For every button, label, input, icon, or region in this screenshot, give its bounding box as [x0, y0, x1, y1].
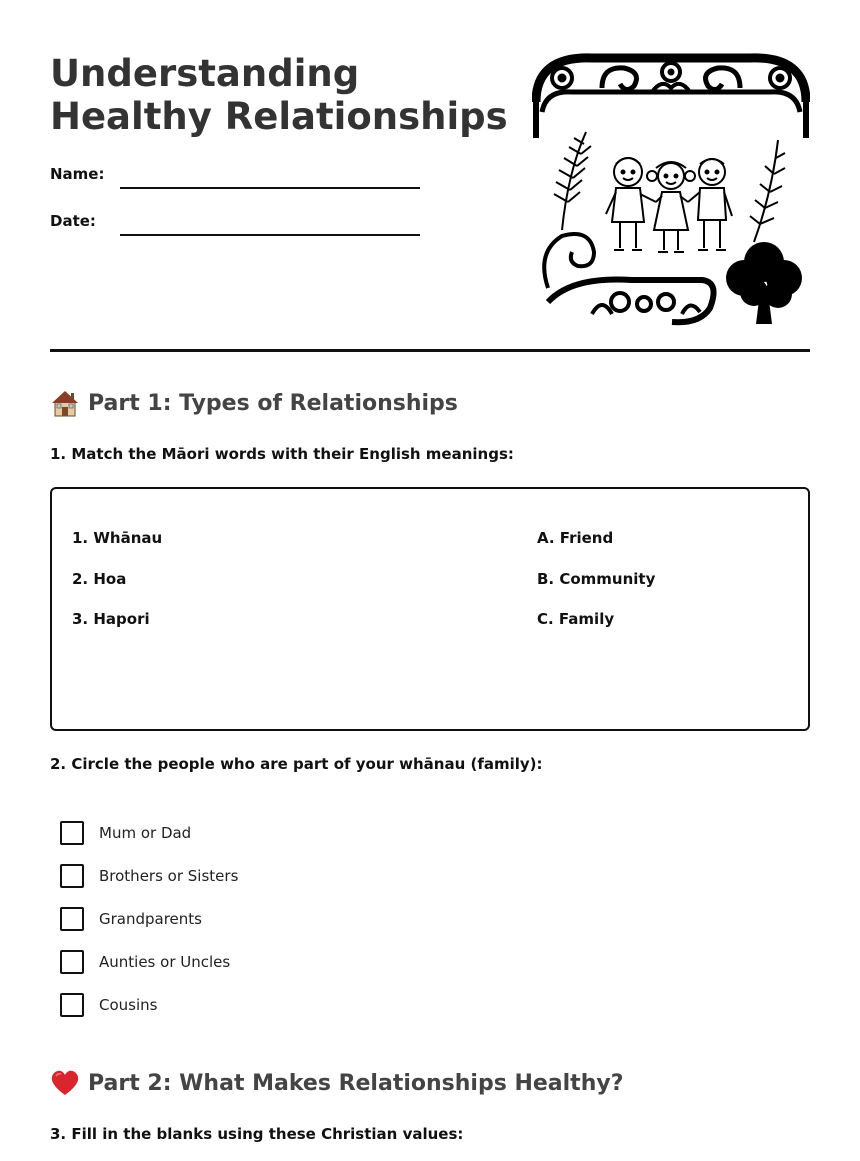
english-meaning-family[interactable]: C. Family — [537, 610, 615, 628]
english-meaning-friend[interactable]: A. Friend — [537, 529, 614, 547]
date-label: Date: — [50, 212, 96, 230]
house-icon — [50, 388, 80, 418]
page-title: Understanding Healthy Relationships — [50, 52, 508, 138]
question-2: 2. Circle the people who are part of your whānau (family): — [50, 755, 543, 773]
date-field[interactable] — [120, 234, 420, 236]
checkbox-cousins[interactable] — [60, 993, 84, 1017]
question-1: 1. Match the Māori words with their English meanings: — [50, 445, 514, 463]
option-label: Brothers or Sisters — [99, 867, 239, 885]
part1-heading — [50, 388, 458, 418]
header-divider — [50, 349, 810, 352]
tree — [726, 242, 802, 324]
maori-word-hoa[interactable]: 2. Hoa — [72, 570, 127, 588]
option-label: Grandparents — [99, 910, 202, 928]
koru-bottom — [548, 279, 714, 322]
name-field[interactable] — [120, 187, 420, 189]
checkbox-grandparents[interactable] — [60, 907, 84, 931]
matching-box — [50, 487, 810, 731]
checkbox-mum-or-dad[interactable] — [60, 821, 84, 845]
maori-word-hapori[interactable]: 3. Hapori — [72, 610, 150, 628]
list-item[interactable] — [60, 907, 202, 931]
part2-heading-text: Part 2: What Makes Relationships Healthy? — [88, 1070, 624, 1096]
fern-left — [554, 132, 591, 230]
maori-word-whanau[interactable]: 1. Whānau — [72, 529, 163, 547]
english-meaning-community[interactable]: B. Community — [537, 570, 656, 588]
children-illustration — [532, 52, 810, 328]
list-item[interactable] — [60, 993, 157, 1017]
part2-heading — [50, 1068, 623, 1098]
option-label: Aunties or Uncles — [99, 953, 231, 971]
children — [606, 158, 732, 252]
red-heart-icon — [50, 1068, 80, 1098]
question-3: 3. Fill in the blanks using these Christian values: — [50, 1125, 464, 1143]
option-label: Mum or Dad — [99, 824, 192, 842]
list-item[interactable] — [60, 950, 230, 974]
checkbox-brothers-or-sisters[interactable] — [60, 864, 84, 888]
koru-border-top — [536, 58, 806, 138]
name-label: Name: — [50, 165, 105, 183]
list-item[interactable] — [60, 864, 238, 888]
checkbox-aunties-or-uncles[interactable] — [60, 950, 84, 974]
list-item[interactable] — [60, 821, 191, 845]
part1-heading-text: Part 1: Types of Relationships — [88, 390, 458, 416]
fern-right — [750, 140, 785, 242]
option-label: Cousins — [99, 996, 158, 1014]
